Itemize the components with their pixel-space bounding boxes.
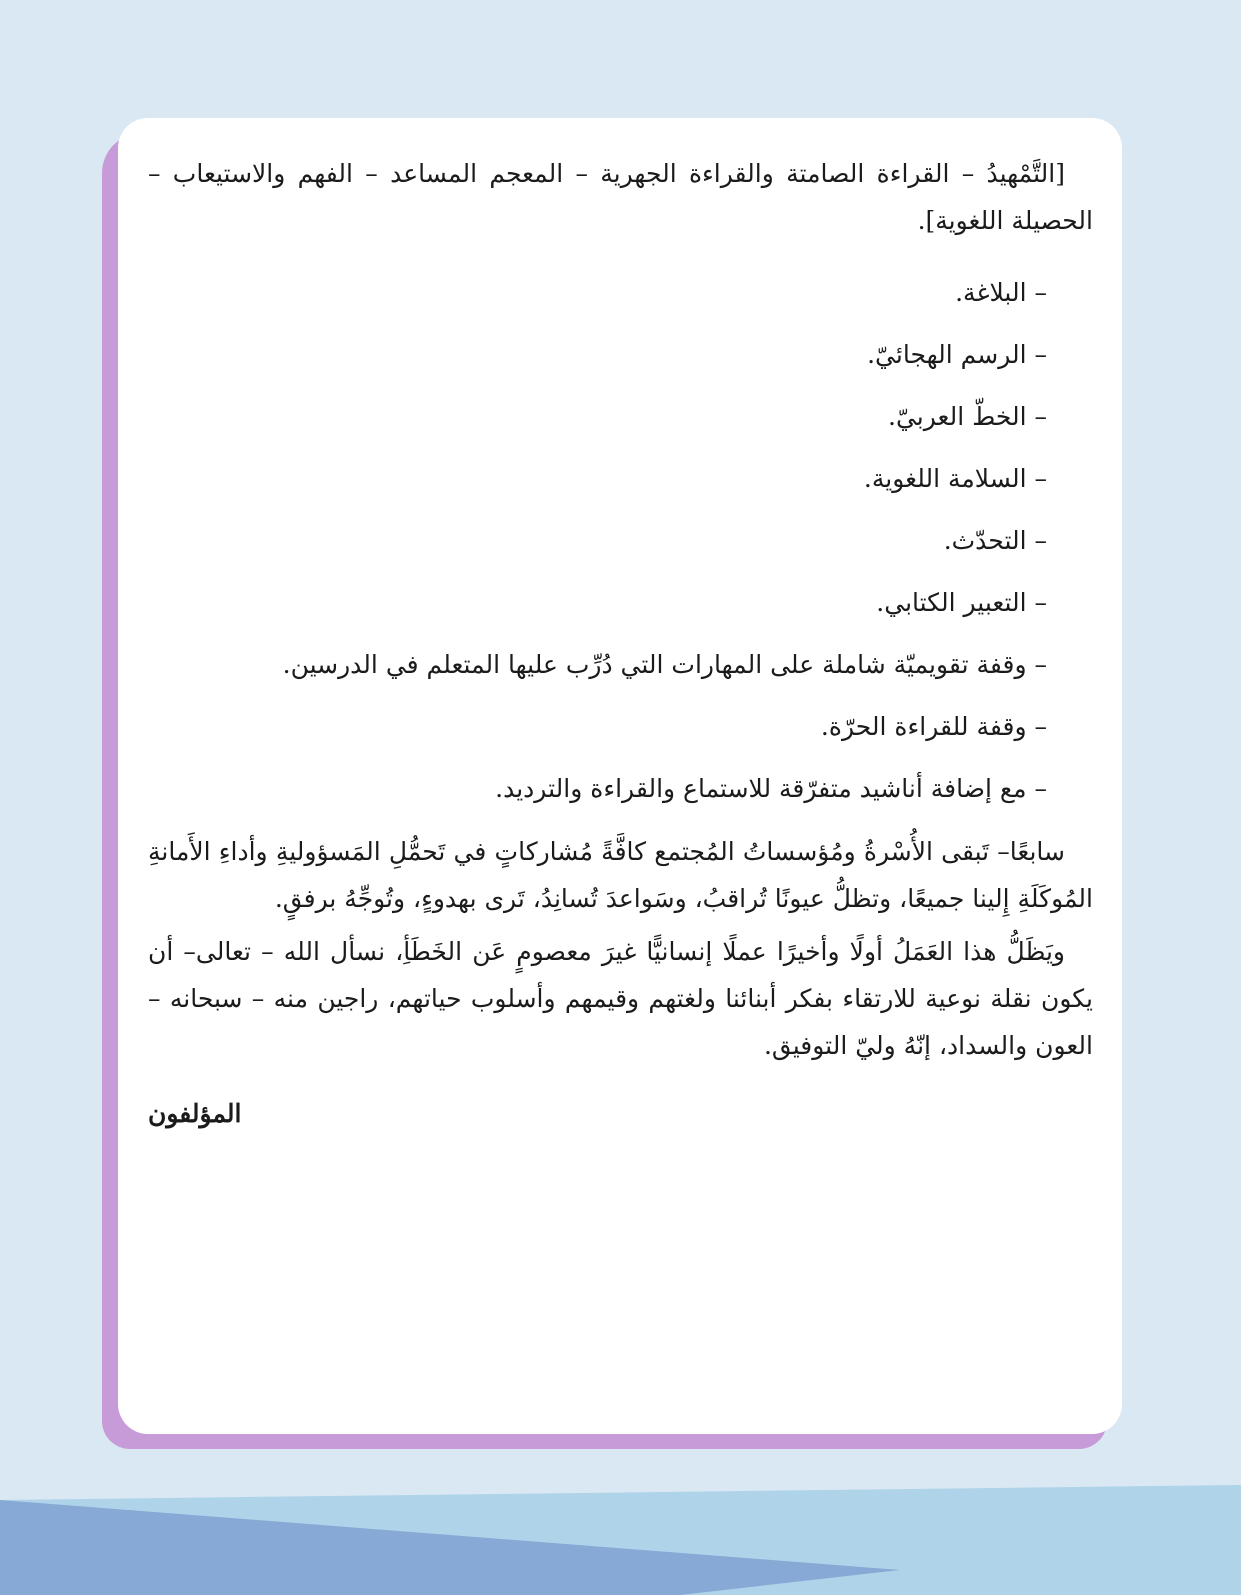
list-item: – السلامة اللغوية. <box>863 464 1047 493</box>
list-item: – التحدّث. <box>943 526 1047 555</box>
signature-block <box>148 1099 1093 1128</box>
list-item: – الرسم الهجائيّ. <box>867 340 1047 369</box>
list-item: – مع إضافة أناشيد متفرّقة للاستماع والقراءة والترديد. <box>495 774 1047 803</box>
list-item: – وقفة تقويميّة شاملة على المهارات التي دُرِّب عليها المتعلم في الدرسين. <box>282 650 1047 679</box>
list-item: – البلاغة. <box>955 278 1047 307</box>
list-item: – التعبير الكتابي. <box>876 588 1047 617</box>
page-content <box>148 150 1093 1128</box>
closing-paragraph: ويَظَلُّ هذا العَمَلُ أولًا وأخيرًا عملًا إنسانيًّا غيرَ معصومٍ عَن الخَطَأِ، نسأل الله – تعالى– أن يكون نقلة نوعية للارتقاء بفكر أبنائنا ولغتهم وقيمهم وأسلوب حياتهم، راجين منه – سبحانه – العون والسداد، إنّهُ وليّ التوفيق. <box>148 937 1093 1060</box>
seventh-paragraph: سابعًا– تَبقى الأُسْرةُ ومُؤسساتُ المُجتمع كافَّةً مُشاركاتٍ في تَحمُّلِ المَسؤوليةِ وأداءِ الأَمانةِ المُوكَلَةِ إِلينا جميعًا، وتظلُّ عيونًا تُراقبُ، وسَواعدَ تُسانِدُ، تَرى بهدوءٍ، وتُوجِّهُ برفقٍ. <box>148 837 1093 913</box>
bottom-decorative-band <box>0 1475 1241 1595</box>
intro-paragraph: [التَّمْهيدُ – القراءة الصامتة والقراءة الجهرية – المعجم المساعد – الفهم والاستيعاب – الحصيلة اللغوية]. <box>148 159 1093 235</box>
signature-text: المؤلفون <box>148 1099 242 1128</box>
list-item: – وقفة للقراءة الحرّة. <box>820 712 1047 741</box>
list-item: – الخطّ العربيّ. <box>888 402 1047 431</box>
items-list <box>148 262 1093 820</box>
